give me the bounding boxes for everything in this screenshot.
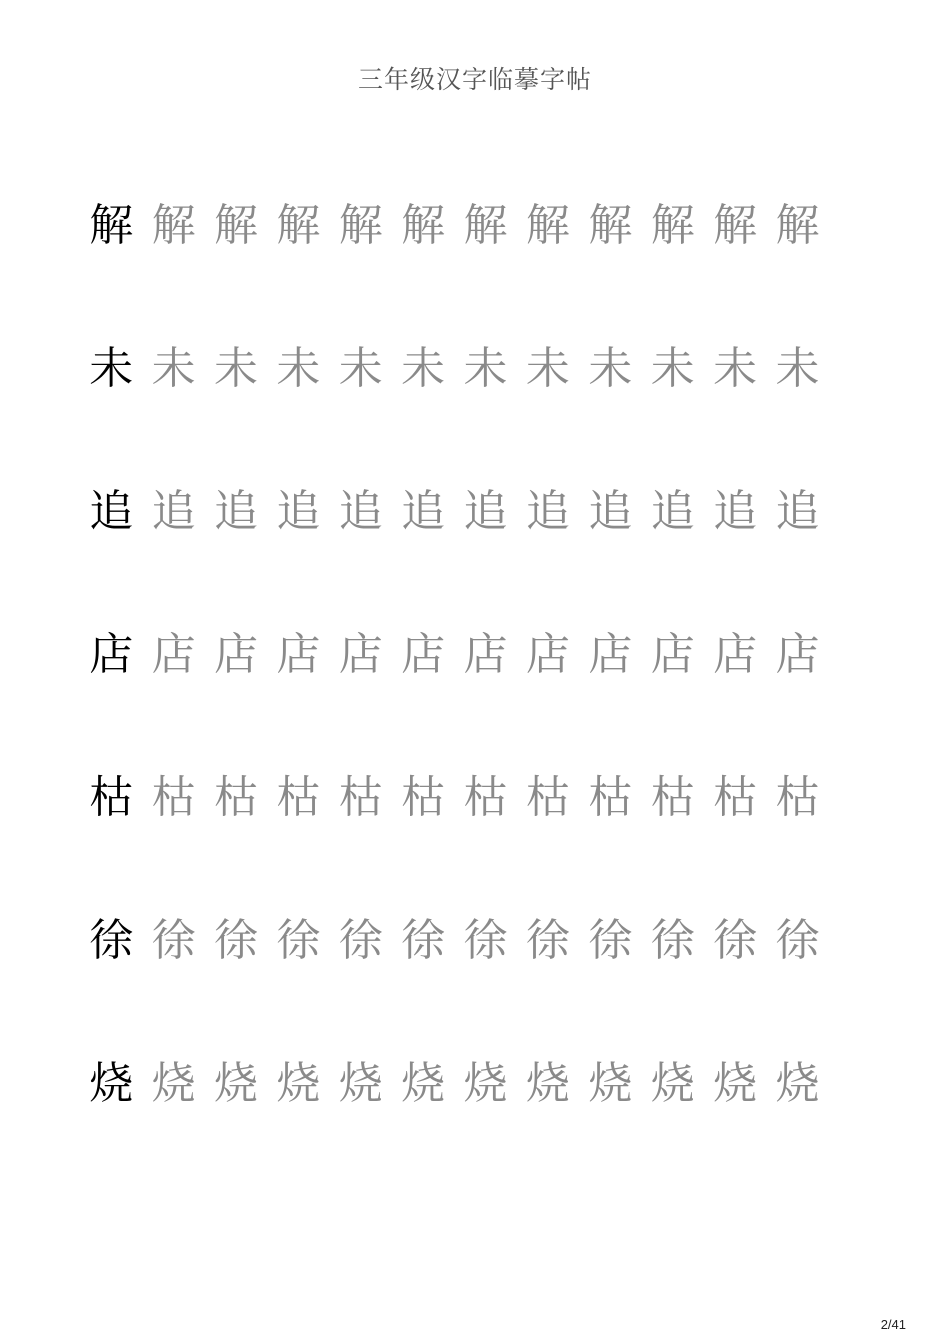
- trace-character: 店: [775, 629, 820, 680]
- trace-character: 未: [775, 343, 820, 394]
- trace-character: 烧: [401, 1058, 446, 1109]
- trace-character: 追: [276, 486, 321, 537]
- practice-grid: [80, 190, 840, 1191]
- trace-character: 徐: [713, 915, 758, 966]
- trace-character: 解: [525, 200, 570, 251]
- trace-character: 烧: [650, 1058, 695, 1109]
- model-character: 徐: [89, 915, 134, 966]
- trace-character: 未: [151, 343, 196, 394]
- trace-character: 徐: [276, 915, 321, 966]
- trace-character: 烧: [151, 1058, 196, 1109]
- trace-character: 解: [213, 200, 258, 251]
- practice-row: [80, 476, 840, 548]
- trace-character: 枯: [213, 772, 258, 823]
- page-title: 三年级汉字临摹字帖: [357, 65, 592, 94]
- trace-character: 枯: [775, 772, 820, 823]
- practice-row: [80, 905, 840, 977]
- model-character: 烧: [89, 1058, 134, 1109]
- practice-row: [80, 619, 840, 691]
- practice-row: [80, 762, 840, 834]
- trace-character: 徐: [525, 915, 570, 966]
- trace-character: 枯: [588, 772, 633, 823]
- trace-character: 枯: [525, 772, 570, 823]
- trace-character: 追: [650, 486, 695, 537]
- trace-character: 解: [775, 200, 820, 251]
- trace-character: 枯: [151, 772, 196, 823]
- trace-character: 烧: [525, 1058, 570, 1109]
- trace-character: 枯: [463, 772, 508, 823]
- practice-row: [80, 1048, 840, 1120]
- trace-character: 店: [463, 629, 508, 680]
- trace-character: 店: [525, 629, 570, 680]
- trace-character: 烧: [713, 1058, 758, 1109]
- trace-character: 未: [525, 343, 570, 394]
- trace-character: 解: [463, 200, 508, 251]
- trace-character: 解: [650, 200, 695, 251]
- trace-character: 店: [151, 629, 196, 680]
- trace-character: 店: [401, 629, 446, 680]
- trace-character: 徐: [213, 915, 258, 966]
- trace-character: 烧: [276, 1058, 321, 1109]
- model-character: 枯: [89, 772, 134, 823]
- trace-character: 未: [401, 343, 446, 394]
- practice-row: [80, 333, 840, 405]
- trace-character: 店: [650, 629, 695, 680]
- trace-character: 追: [338, 486, 383, 537]
- trace-character: 未: [213, 343, 258, 394]
- trace-character: 追: [525, 486, 570, 537]
- trace-character: 解: [338, 200, 383, 251]
- trace-character: 店: [588, 629, 633, 680]
- trace-character: 枯: [713, 772, 758, 823]
- trace-character: 烧: [588, 1058, 633, 1109]
- trace-character: 店: [338, 629, 383, 680]
- model-character: 未: [89, 343, 134, 394]
- trace-character: 烧: [463, 1058, 508, 1109]
- trace-character: 追: [213, 486, 258, 537]
- trace-character: 店: [276, 629, 321, 680]
- trace-character: 未: [463, 343, 508, 394]
- page-number: 2/41: [880, 1317, 906, 1332]
- trace-character: 徐: [775, 915, 820, 966]
- trace-character: 枯: [338, 772, 383, 823]
- trace-character: 烧: [775, 1058, 820, 1109]
- trace-character: 追: [713, 486, 758, 537]
- trace-character: 店: [713, 629, 758, 680]
- trace-character: 徐: [650, 915, 695, 966]
- trace-character: 追: [588, 486, 633, 537]
- model-character: 追: [89, 486, 134, 537]
- trace-character: 徐: [151, 915, 196, 966]
- trace-character: 店: [213, 629, 258, 680]
- trace-character: 徐: [588, 915, 633, 966]
- trace-character: 徐: [401, 915, 446, 966]
- trace-character: 解: [588, 200, 633, 251]
- trace-character: 追: [463, 486, 508, 537]
- trace-character: 徐: [463, 915, 508, 966]
- trace-character: 未: [276, 343, 321, 394]
- trace-character: 解: [401, 200, 446, 251]
- trace-character: 未: [713, 343, 758, 394]
- trace-character: 枯: [401, 772, 446, 823]
- trace-character: 未: [650, 343, 695, 394]
- practice-row: [80, 190, 840, 262]
- trace-character: 未: [588, 343, 633, 394]
- trace-character: 枯: [276, 772, 321, 823]
- trace-character: 烧: [338, 1058, 383, 1109]
- trace-character: 追: [151, 486, 196, 537]
- trace-character: 徐: [338, 915, 383, 966]
- trace-character: 烧: [213, 1058, 258, 1109]
- trace-character: 枯: [650, 772, 695, 823]
- trace-character: 解: [276, 200, 321, 251]
- model-character: 店: [89, 629, 134, 680]
- trace-character: 追: [775, 486, 820, 537]
- trace-character: 解: [713, 200, 758, 251]
- trace-character: 追: [401, 486, 446, 537]
- trace-character: 未: [338, 343, 383, 394]
- trace-character: 解: [151, 200, 196, 251]
- model-character: 解: [89, 200, 134, 251]
